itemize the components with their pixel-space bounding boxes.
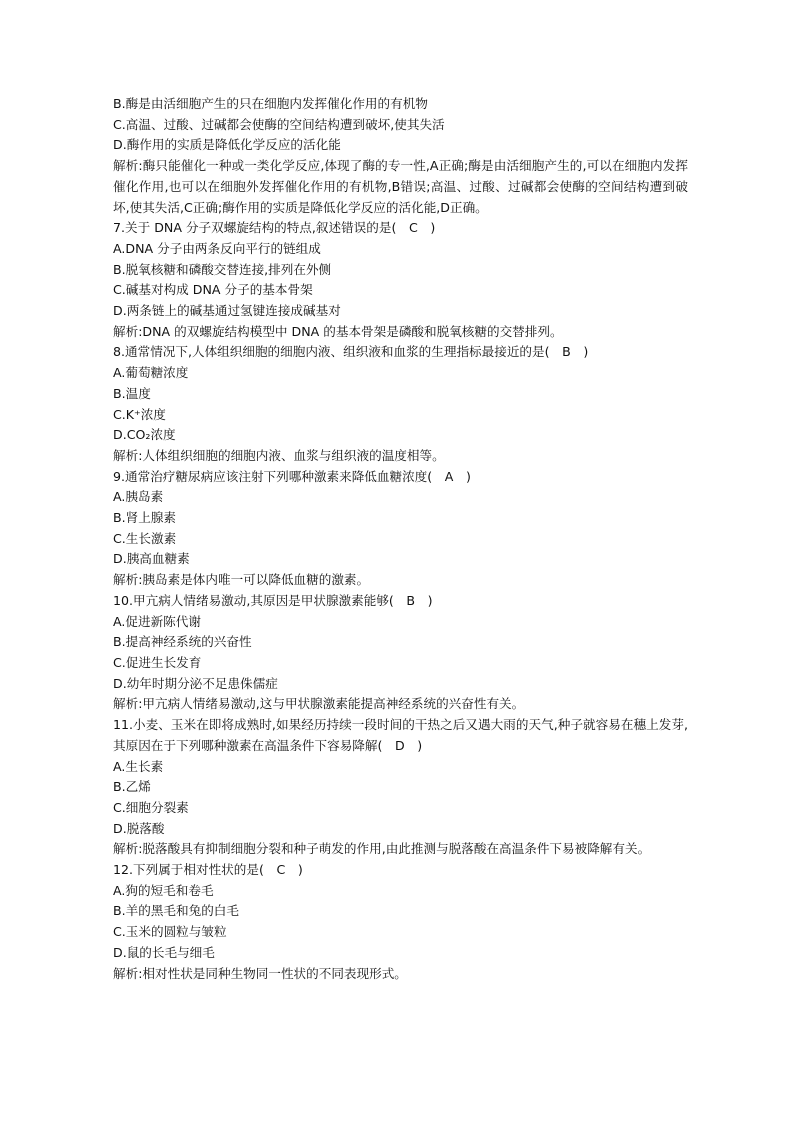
option-line: C.细胞分裂素 — [113, 799, 189, 815]
explanation-paragraph: 解析:脱落酸具有抑制细胞分裂和种子萌发的作用,由此推测与脱落酸在高温条件下易被降解有关。 — [113, 841, 651, 857]
option-line: D.脱落酸 — [113, 820, 165, 836]
explanation-paragraph: 解析:人体组织细胞的细胞内液、血浆与组织液的温度相等。 — [113, 447, 445, 463]
option-line: B.温度 — [113, 385, 151, 401]
option-line: A.DNA 分子由两条反向平行的链组成 — [113, 240, 321, 256]
option-line: A.生长素 — [113, 758, 164, 774]
option-line: C.碱基对构成 DNA 分子的基本骨架 — [113, 282, 313, 298]
option-line: C.促进生长发育 — [113, 654, 202, 670]
explanation-paragraph: 解析:DNA 的双螺旋结构模型中 DNA 的基本骨架是磷酸和脱氧核糖的交替排列。 — [113, 323, 563, 339]
question-11: 11.小麦、玉米在即将成熟时,如果经历持续一段时间的干热之后又遇大雨的天气,种子就容易在穗上发芽,其原因在于下列哪种激素在高温条件下容易降解( D ) — [113, 717, 688, 753]
question-12: 12.下列属于相对性状的是( C ) — [113, 862, 303, 878]
option-line: B.乙烯 — [113, 779, 151, 795]
option-line: A.葡萄糖浓度 — [113, 365, 189, 381]
option-line: C.生长激素 — [113, 530, 177, 546]
option-line: B.提高神经系统的兴奋性 — [113, 634, 252, 650]
option-line: C.K⁺浓度 — [113, 406, 166, 422]
option-line: D.CO₂浓度 — [113, 427, 176, 443]
option-line: A.促进新陈代谢 — [113, 613, 201, 629]
question-10: 10.甲亢病人情绪易激动,其原因是甲状腺激素能够( B ) — [113, 592, 433, 608]
question-7: 7.关于 DNA 分子双螺旋结构的特点,叙述错误的是( C ) — [113, 220, 436, 236]
option-line: D.幼年时期分泌不足患侏儒症 — [113, 675, 278, 691]
explanation-paragraph: 解析:相对性状是同种生物同一性状的不同表现形式。 — [113, 965, 407, 981]
option-line: D.酶作用的实质是降低化学反应的活化能 — [113, 137, 341, 153]
option-line: B.酶是由活细胞产生的只在细胞内发挥催化作用的有机物 — [113, 96, 428, 111]
option-line: B.脱氧核糖和磷酸交替连接,排列在外侧 — [113, 261, 332, 277]
explanation-paragraph: 解析:胰岛素是体内唯一可以降低血糖的激素。 — [113, 572, 370, 588]
option-line: A.狗的短毛和卷毛 — [113, 882, 214, 898]
document-page — [113, 94, 688, 984]
question-9: 9.通常治疗糖尿病应该注射下列哪种激素来降低血糖浓度( A ) — [113, 468, 471, 484]
option-line: C.高温、过酸、过碱都会使酶的空间结构遭到破坏,使其失活 — [113, 116, 445, 132]
explanation-paragraph: 解析:甲亢病人情绪易激动,这与甲状腺激素能提高神经系统的兴奋性有关。 — [113, 696, 525, 712]
option-line: D.胰高血糖素 — [113, 551, 190, 567]
option-line: A.胰岛素 — [113, 489, 164, 505]
question-8: 8.通常情况下,人体组织细胞的细胞内液、组织液和血浆的生理指标最接近的是( B ) — [113, 344, 589, 360]
option-line: D.鼠的长毛与细毛 — [113, 944, 215, 960]
option-line: B.肾上腺素 — [113, 510, 177, 526]
option-line: D.两条链上的碱基通过氢键连接成碱基对 — [113, 303, 341, 319]
option-line: C.玉米的圆粒与皱粒 — [113, 924, 227, 940]
explanation-paragraph: 解析:酶只能催化一种或一类化学反应,体现了酶的专一性,A正确;酶是由活细胞产生的,可以在细胞内发挥催化作用,也可以在细胞外发挥催化作用的有机物,B错误;高温、过酸、过碱都会使酶的空间结构遭到破坏,使其失活,C正确;酶作用的实质是降低化学反应的活化能,D正确。 — [113, 158, 688, 215]
option-line: B.羊的黑毛和兔的白毛 — [113, 903, 239, 919]
